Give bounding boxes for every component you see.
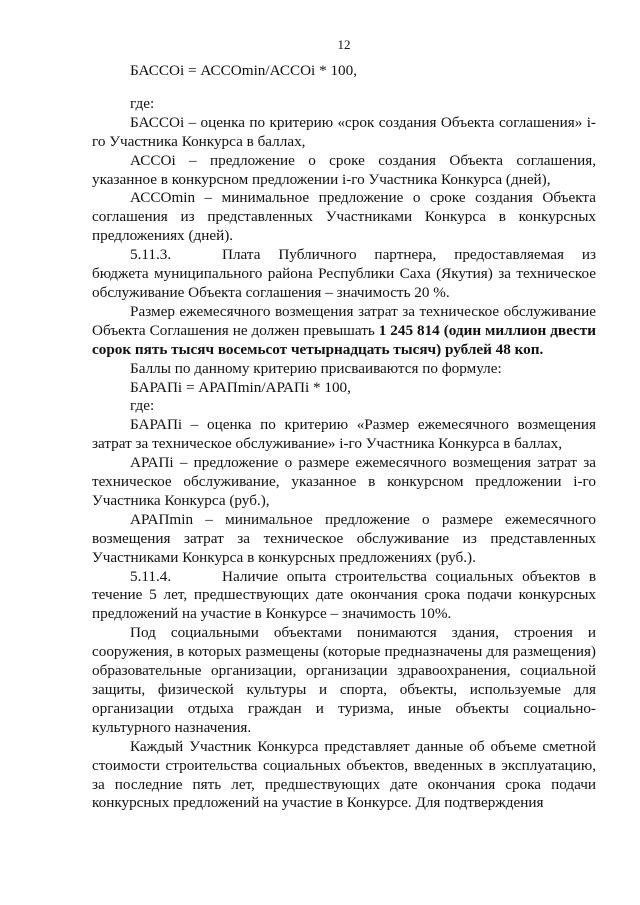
definition-assomin: АССОmin – минимальное предложение о сроке создания Объекта соглашения из представленных Участниками Конкурса в конкурсных предложениях (дней).: [92, 189, 596, 245]
document-body: [92, 62, 596, 813]
section-text: Наличие опыта строительства социальных объектов в течение 5 лет, предшествующих дате окончания срока подачи конкурсных предложений на участие в Конкурсе – значимость 10%.: [92, 567, 596, 623]
definition-bassoi: БАССОi – оценка по критерию «срок создания Объекта соглашения» i-го Участника Конкурса в баллах,: [92, 113, 596, 150]
where-label: где:: [130, 397, 155, 415]
paragraph-participant-data: Каждый Участник Конкурса представляет данные об объеме сметной стоимости строительства социальных объектов, введенных в эксплуатацию, за последние пять лет, предшествующих дате окончания срока подачи конкурсных предложений на участие в Конкурсе. Для подтверждения: [92, 737, 596, 812]
section-5-11-4: [92, 568, 596, 625]
section-text: Плата Публичного партнера, предоставляемая из бюджета муниципального района Республики Саха (Якутия) за техническое обслуживание Объекта соглашения – значимость 20 %.: [92, 246, 596, 301]
section-number: 5.11.4.: [130, 567, 172, 585]
formula-bassoi: БАССОi = АССОmin/АССОi * 100,: [130, 62, 358, 79]
paragraph-max-reimbursement: [92, 303, 596, 360]
section-5-11-3: [92, 246, 596, 303]
max-amount-bold: 1 245 814 (один миллион двести сорок пять тысяч восемьсот четырнадцать тысяч) рублей 48 коп.: [92, 321, 596, 358]
paragraph-formula-intro: Баллы по данному критерию присваиваются по формуле:: [130, 359, 502, 377]
paragraph-social-objects: Под социальными объектами понимаются здания, строения и сооружения, в которых размещены (которые предназначены для размещения) образовательные организации, организации здравоохранения, социальной защиты, физической культуры и спорта, объекты, используемые для организации отдыха граждан и туризма, иные объекты социально-культурного назначения.: [92, 624, 596, 736]
definition-arapi: АРАПi – предложение о размере ежемесячного возмещения затрат за техническое обслуживание, указанное в конкурсном предложении i-го Участника Конкурса (руб.),: [92, 454, 596, 509]
paragraph-text: Размер ежемесячного возмещения затрат за техническое обслуживание Объекта Соглашения не должен превышать: [92, 302, 596, 339]
section-number: 5.11.3.: [130, 246, 172, 264]
definition-barapi: БАРАПi – оценка по критерию «Размер ежемесячного возмещения затрат за техническое обслуживание» i-го Участника Конкурса в баллах,: [92, 416, 596, 453]
definition-arapmin: АРАПmin – минимальное предложение о размере ежемесячного возмещения затрат за техническое обслуживание из представленных Участниками Конкурса в конкурсных предложениях (руб.).: [92, 510, 596, 566]
page-number: 12: [337, 37, 351, 52]
definition-assoi: АССОi – предложение о сроке создания Объекта соглашения, указанное в конкурсном предложении i-го Участника Конкурса (дней),: [92, 151, 596, 188]
formula-barapi: БАРАПi = АРАПmin/АРАПi * 100,: [130, 378, 351, 396]
where-label: где:: [130, 94, 155, 112]
